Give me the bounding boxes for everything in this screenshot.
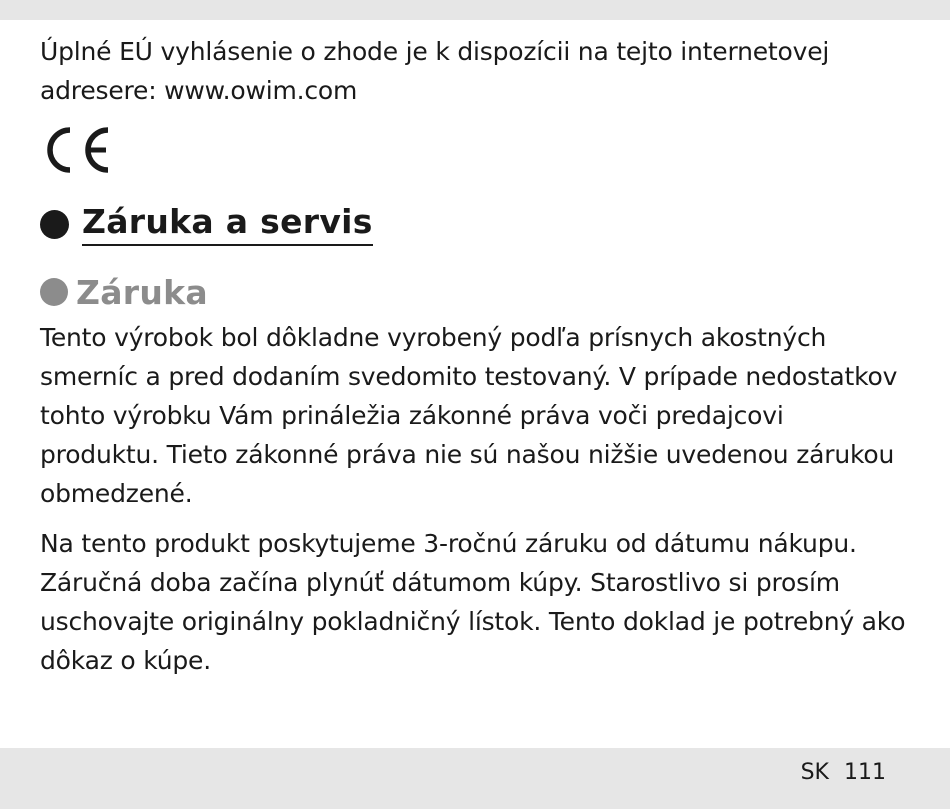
language-code: SK	[800, 760, 829, 785]
ce-mark-icon	[40, 124, 112, 176]
section-title: Záruka a servis	[82, 202, 373, 246]
page-number-label	[801, 760, 886, 785]
warranty-paragraph-2: Na tento produkt poskytujeme 3-ročnú záruku od dátumu nákupu. Záručná doba začína plynúť dátumom kúpy. Starostlivo si prosím uschovajte originálny pokladničný lístok. Tento doklad je potrebný ako dôkaz o kúpe.	[40, 529, 906, 675]
page-number: 111	[844, 760, 886, 785]
subsection-heading	[40, 270, 910, 314]
section-heading	[40, 200, 910, 248]
top-band	[0, 0, 950, 20]
warranty-paragraph-1: Tento výrobok bol dôkladne vyrobený podľa prísnych akostných smerníc a pred dodaním svedomito testovaný. V prípade nedostatkov tohto výrobku Vám prináležia zákonné práva voči predajcovi produktu. Tieto zákonné práva nie sú našou nižšie uvedenou zárukou obmedzené.	[40, 323, 898, 508]
black-bullet-icon	[40, 210, 69, 239]
subsection-title: Záruka	[76, 272, 208, 312]
intro-paragraph: Úplné EÚ vyhlásenie o zhode je k dispozícii na tejto internetovej adresere: www.owim.com	[40, 37, 830, 105]
page-footer	[0, 748, 950, 809]
page-content	[40, 32, 910, 680]
gray-bullet-icon	[40, 278, 68, 306]
